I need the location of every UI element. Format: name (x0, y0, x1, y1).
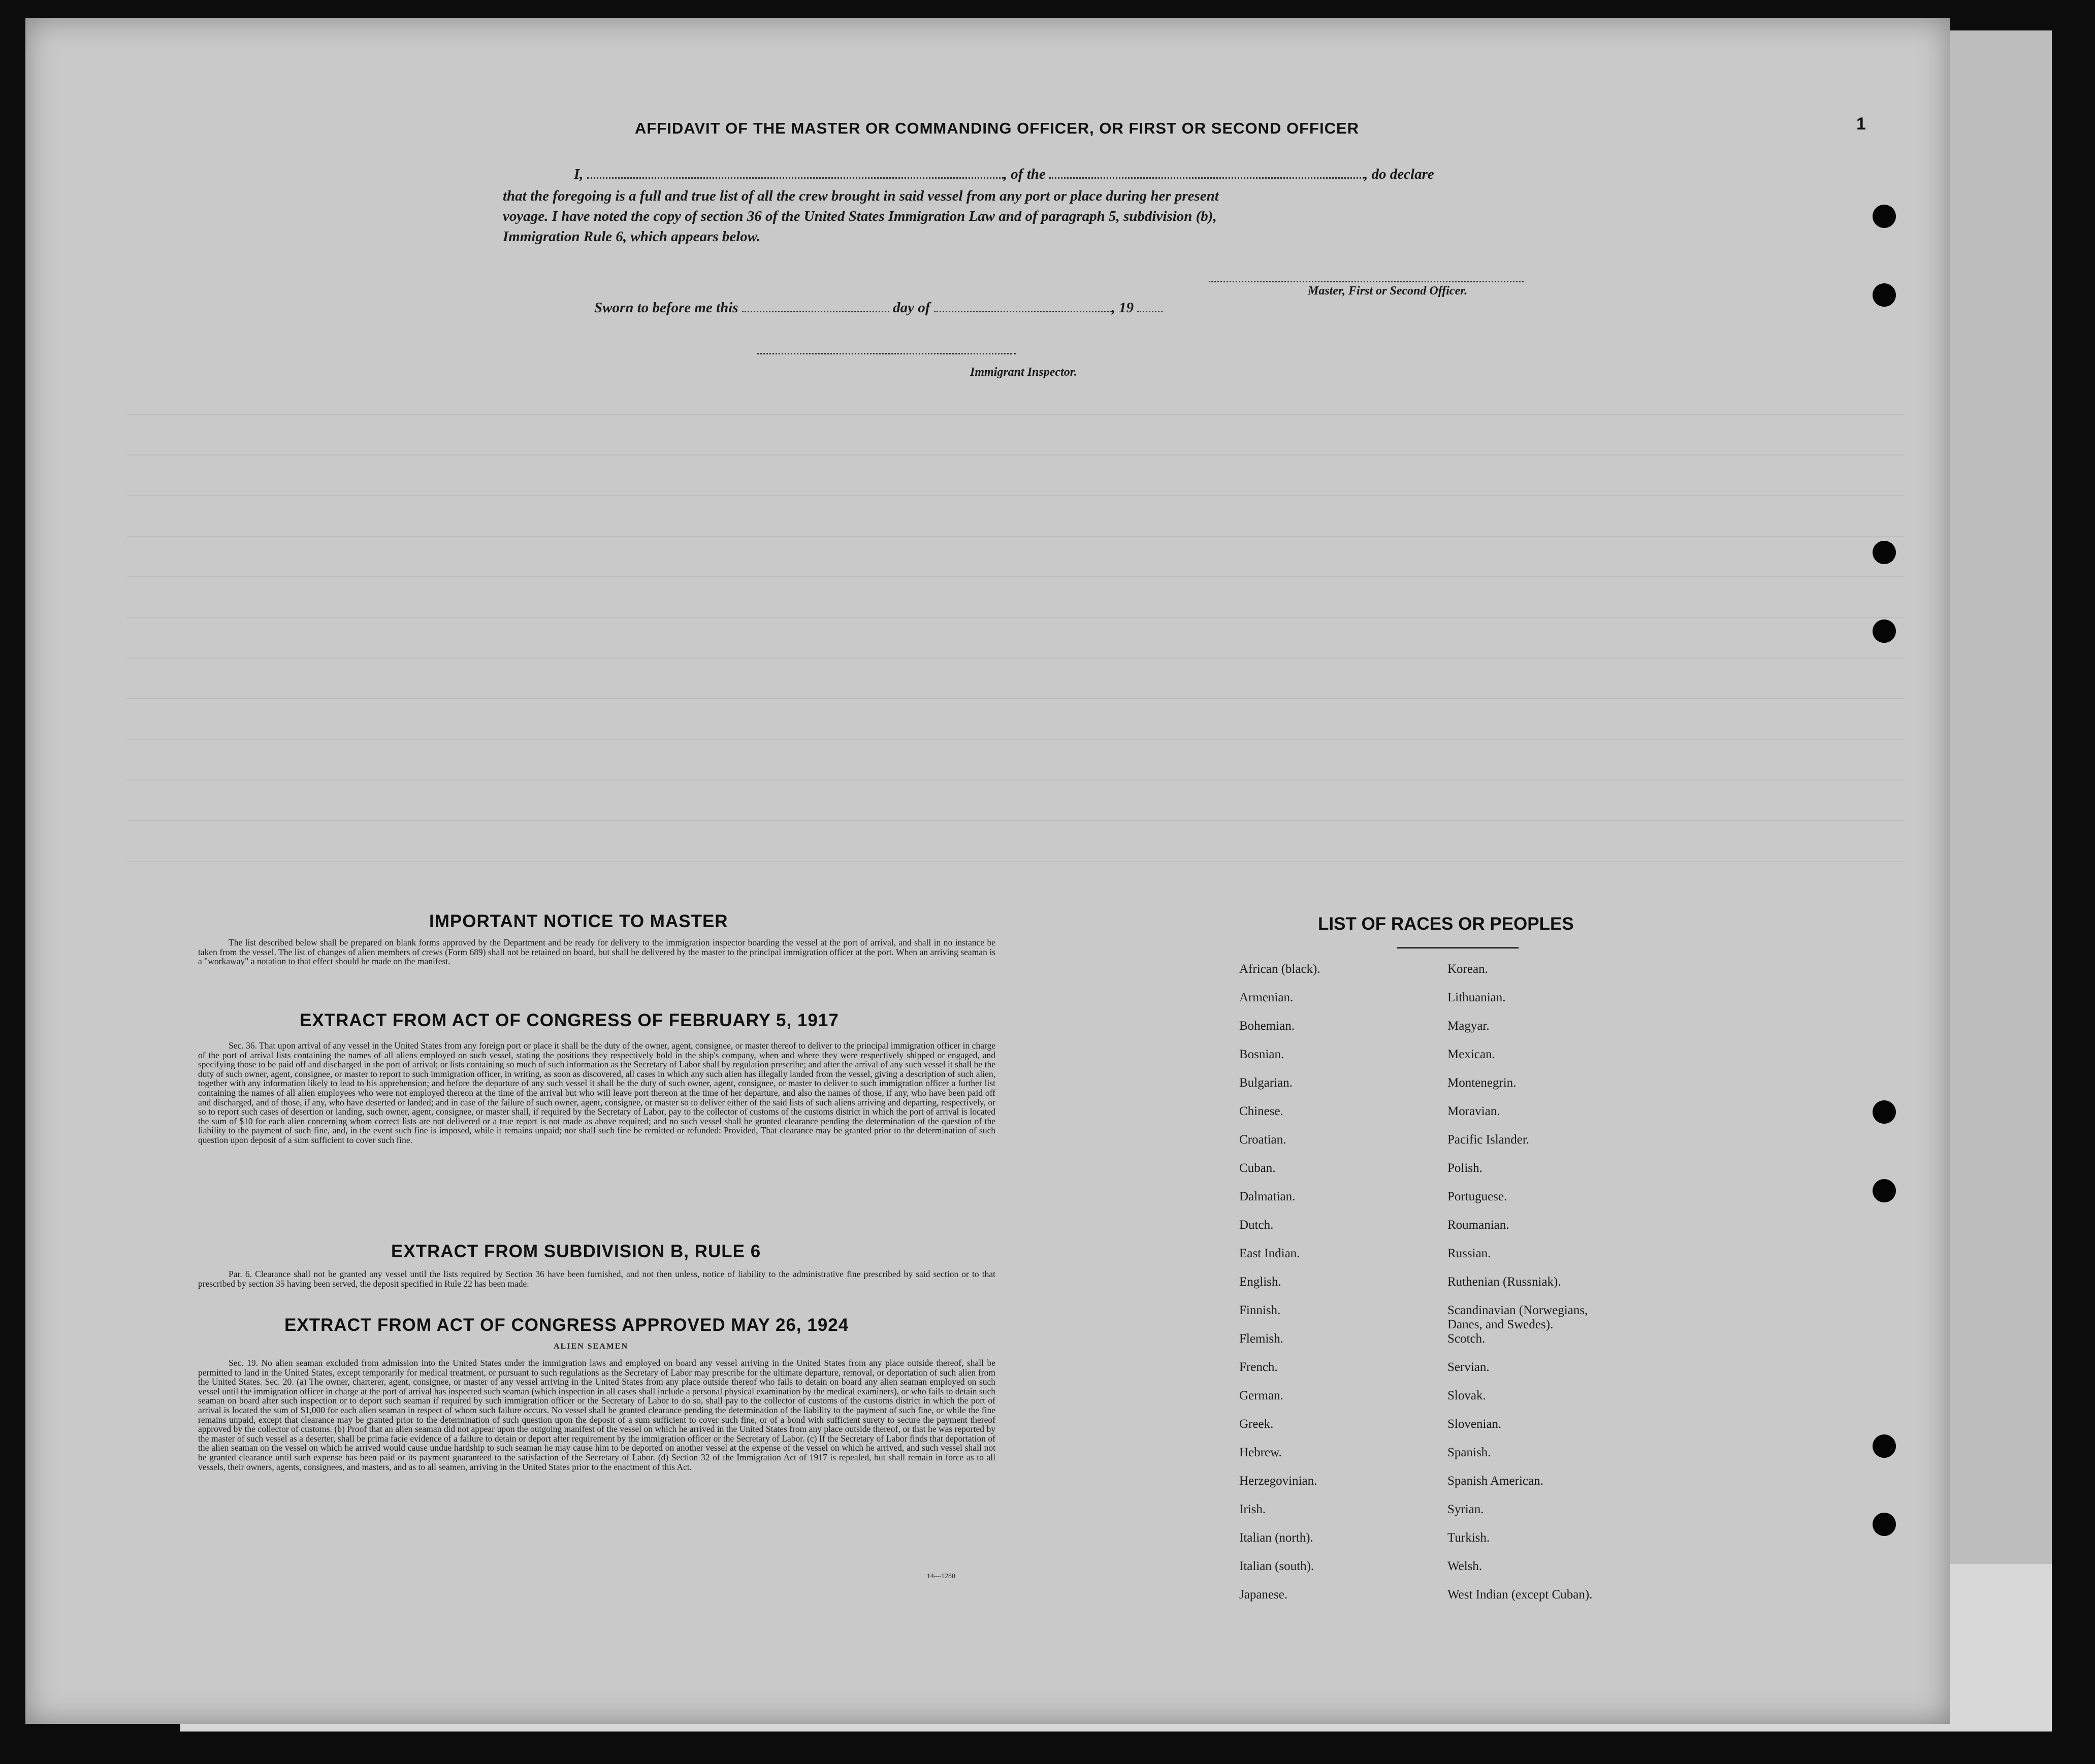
inspector-signature-label: Immigrant Inspector. (970, 366, 1077, 379)
notice-title: IMPORTANT NOTICE TO MASTER (429, 911, 728, 931)
binder-hole (1873, 205, 1896, 228)
race-item-left: Croatian. (1239, 1133, 1286, 1147)
race-item-right: Polish. (1447, 1161, 1482, 1175)
races-list-left (1239, 962, 1320, 1616)
binder-hole (1873, 283, 1896, 307)
race-item-left: Flemish. (1239, 1332, 1283, 1346)
race-item-left: Italian (north). (1239, 1531, 1313, 1545)
race-item-right: Spanish. (1447, 1446, 1491, 1459)
race-item-right: Spanish American. (1447, 1474, 1543, 1488)
race-item-right: Ruthenian (Russniak). (1447, 1275, 1561, 1289)
master-name-blank[interactable] (587, 177, 1004, 179)
master-signature-label: Master, First or Second Officer. (1308, 284, 1468, 298)
notice-body: The list described below shall be prepared on blank forms approved by the Department and be ready for delivery to the immigration inspector boarding the vessel at the port of arrival, and shall in no instance be taken from the vessel. The list of changes of alien members of crews (Form 689) shall not be retained on board, but shall be delivered by the master to the principal immigration officer at the port. When an arriving seaman is a "workaway" a notation to that effect should be made on the manifest. (198, 937, 995, 967)
race-item-right: Korean. (1447, 962, 1488, 976)
binder-hole (1873, 541, 1896, 564)
sworn-day-blank[interactable] (742, 311, 889, 312)
bleed-through-line (127, 414, 1905, 415)
race-item-left: Dutch. (1239, 1218, 1274, 1232)
race-item-right: Montenegrin. (1447, 1076, 1517, 1090)
race-item-right: Slovak. (1447, 1389, 1486, 1402)
race-item-right: Moravian. (1447, 1104, 1500, 1118)
race-item-left: Cuban. (1239, 1161, 1276, 1175)
sworn-month-blank[interactable] (934, 311, 1112, 312)
race-item-left: German. (1239, 1389, 1283, 1402)
race-item-left: Dalmatian. (1239, 1190, 1296, 1203)
sworn-line (594, 300, 1163, 316)
sworn-label: Sworn to before me this (594, 300, 738, 316)
affidavit-line-3: voyage. I have noted the copy of section 36 of the United States Immigration Law and of paragraph 5, subdivision (b), (503, 208, 1217, 224)
race-item-right: Portuguese. (1447, 1190, 1507, 1203)
binder-hole (1873, 1434, 1896, 1458)
race-item-left: Irish. (1239, 1502, 1266, 1516)
races-title: LIST OF RACES OR PEOPLES (1318, 914, 1574, 934)
affidavit-do-declare: , do declare (1364, 166, 1434, 182)
race-item-right: Roumanian. (1447, 1218, 1509, 1232)
affidavit-title: AFFIDAVIT OF THE MASTER OR COMMANDING OFFICER, OR FIRST OR SECOND OFFICER (635, 119, 1360, 137)
race-item-left: Japanese. (1239, 1588, 1288, 1602)
race-item-left: Greek. (1239, 1417, 1274, 1431)
extract-1924-title: EXTRACT FROM ACT OF CONGRESS APPROVED MAY 26, 1924 (284, 1315, 849, 1335)
race-item-left: Hebrew. (1239, 1446, 1282, 1459)
bleed-through-line (127, 658, 1905, 659)
race-item-left: Chinese. (1239, 1104, 1283, 1118)
affidavit-line-2: that the foregoing is a full and true list of all the crew brought in said vessel from any port or place during her present (503, 188, 1219, 204)
bleed-through-line (127, 820, 1905, 821)
day-of-label: day of (893, 300, 930, 316)
inspector-signature-line[interactable] (757, 353, 1016, 354)
extract-1924-body: Sec. 19. No alien seaman excluded from admission into the United States under the immigration laws and employed on board any vessel arriving in the United States from any place outside thereof, shall be permitted to land in the United States, except temporarily for medical treatment, or pursuant to such regulations as the Secretary of Labor may prescribe for the ultimate departure, removal, or deportation of such alien from the United States. Sec. 20. (a) The owner, charterer, agent, consignee, or master of any vessel arriving in the United States from any place outside thereof who fails to detain on board any alien seaman employed on such vessel until the immigration officer in charge at the port of arrival has inspected such seaman (which inspection in all cases shall include a personal physical examination by the medical examiners), or who fails to detain such seaman on board after such inspection or to deport such seaman if required by such immigration officer or the Secretary of Labor to do so, shall pay to the collector of customs of the customs district in which the port of arrival is located the sum of $1,000 for each alien seaman in respect of whom such failure occurs. No vessel shall be granted clearance pending the determination of the liability to the payment of such fine, or while the fine remains unpaid, except that clearance may be granted prior to the determination of such question upon the deposit of a sum sufficient to cover such fine, or of a bond with sufficient surety to secure the payment thereof approved by the collector of customs. (b) Proof that an alien seaman did not appear upon the outgoing manifest of the vessel on which he arrived in the United States from any place outside thereof, or that he was reported by the master of such vessel as a deserter, shall be prima facie evidence of a failure to detain or deport after requirement by the immigration officer or the Secretary of Labor. (c) If the Secretary of Labor finds that deportation of the alien seaman on the vessel on which he arrived would cause undue hardship to such seaman he may cause him to be deported on another vessel at the expense of the vessel on which he arrived, and such vessel shall not be granted clearance until such expense has been paid or its payment guaranteed to the satisfaction of the Secretary of Labor. (d) Section 32 of the Immigration Act of 1917 is repealed, but shall remain in force as to all vessels, their owners, agents, consignees, and masters, and as to all seamen, arriving in the United States prior to the enactment of this Act. (198, 1358, 995, 1472)
race-item-left: Finnish. (1239, 1303, 1281, 1317)
master-signature-line[interactable] (1209, 281, 1524, 282)
races-list-right (1447, 962, 1615, 1616)
affidavit-of-the: , of the (1003, 166, 1046, 182)
binder-hole (1873, 1100, 1896, 1124)
race-item-left: African (black). (1239, 962, 1320, 976)
affidavit-i: I, (574, 166, 584, 182)
race-item-left: English. (1239, 1275, 1281, 1289)
extract-1917-body: Sec. 36. That upon arrival of any vessel in the United States from any foreign port or place it shall be the duty of the owner, agent, consignee, or master thereof to deliver to the principal immigration officer in charge of the port of arrival lists containing the names of all aliens employed on such vessel, stating the positions they respectively hold in the ship's company, when and where they were respectively shipped or engaged, and specifying those to be paid off and discharged in the port of arrival; or lists containing so much of such information as the Secretary of Labor shall by regulation prescribe; and after the arrival of any such vessel it shall be the duty of such owner, agent, consignee, or master to report to such immigration officer, in writing, as soon as discovered, all cases in which any such alien has illegally landed from the vessel, giving a description of such alien, together with any information likely to lead to his apprehension; and before the departure of any such vessel it shall be the duty of such owner, agent, consignee, or master to deliver to such immigration officer a further list containing the names of all alien employees who were not employed thereon at the time of the arrival but who will leave port thereon at the time of her departure, and also the names of those, if any, who have been paid off and discharged, and of those, if any, who have deserted or landed; and in case of the failure of such owner, agent, consignee, or master so to deliver either of the said lists of such aliens arriving and departing, respectively, or so to report such cases of desertion or landing, such owner, agent, consignee, or master shall, if required by the Secretary of Labor, pay to the collector of customs of the customs district in which the port of arrival is located the sum of $10 for each alien concerning whom correct lists are not delivered or a true report is not made as above required; and no such vessel shall be granted clearance pending the determination of the question of the liability to the payment of such fine, and, in the event such fine is imposed, while it remains unpaid; nor shall such fine be remitted or refunded: Provided, That clearance may be granted prior to the determination of such question upon deposit of a sum sufficient to cover such fine. (198, 1040, 995, 1145)
race-item-left: Armenian. (1239, 991, 1294, 1004)
manifest-page-back (25, 18, 1950, 1724)
race-item-left: Italian (south). (1239, 1559, 1314, 1573)
race-item-right: Pacific Islander. (1447, 1133, 1530, 1147)
bleed-through-line (127, 861, 1905, 862)
extract-rule6-title: EXTRACT FROM SUBDIVISION B, RULE 6 (391, 1242, 761, 1261)
race-item-right: Magyar. (1447, 1019, 1490, 1033)
race-item-right: Scotch. (1447, 1332, 1486, 1346)
extract-1917-title: EXTRACT FROM ACT OF CONGRESS OF FEBRUARY 5, 1917 (300, 1010, 839, 1030)
page-number: 1 (1856, 114, 1866, 134)
race-item-right: Lithuanian. (1447, 991, 1506, 1004)
bleed-through-line (127, 617, 1905, 618)
race-item-left: Bosnian. (1239, 1048, 1284, 1061)
race-item-left: East Indian. (1239, 1247, 1300, 1260)
race-item-right: Russian. (1447, 1247, 1491, 1260)
race-item-left: Bulgarian. (1239, 1076, 1293, 1090)
bleed-through-line (127, 576, 1905, 577)
year-prefix: , 19 (1111, 300, 1134, 316)
race-item-left: French. (1239, 1360, 1278, 1374)
binder-hole (1873, 1179, 1896, 1202)
race-item-right: Turkish. (1447, 1531, 1490, 1545)
bleed-through-line (127, 495, 1905, 496)
bleed-through-line (127, 698, 1905, 699)
binder-hole (1873, 1513, 1896, 1536)
form-number: 14—1280 (927, 1573, 955, 1580)
race-item-right: West Indian (except Cuban). (1447, 1588, 1593, 1602)
extract-rule6-body: Par. 6. Clearance shall not be granted any vessel until the lists required by Section 36 have been furnished, and not then unless, notice of liability to the administrative fine prescribed by said section or to that prescribed by section 35 having been served, the deposit specified in Rule 22 has been made. (198, 1269, 995, 1289)
races-title-rule (1397, 947, 1519, 949)
sworn-year-blank[interactable] (1137, 311, 1163, 312)
race-item-right: Slovenian. (1447, 1417, 1502, 1431)
race-item-left: Bohemian. (1239, 1019, 1295, 1033)
race-item-right: Servian. (1447, 1360, 1490, 1374)
bleed-through-line (127, 454, 1905, 455)
binder-hole (1873, 619, 1896, 643)
race-item-left: Herzegovinian. (1239, 1474, 1317, 1488)
affidavit-line-4: Immigration Rule 6, which appears below. (503, 228, 761, 245)
vessel-name-blank[interactable] (1049, 177, 1364, 179)
race-item-right: Scandinavian (Norwegians, Danes, and Swedes). (1447, 1303, 1588, 1331)
race-item-right: Mexican. (1447, 1048, 1495, 1061)
bleed-through-line (127, 779, 1905, 780)
affidavit-line-1 (574, 166, 1434, 183)
race-item-right: Welsh. (1447, 1559, 1482, 1573)
bleed-through-line (127, 536, 1905, 537)
race-item-right: Syrian. (1447, 1502, 1484, 1516)
bleed-through-line (127, 739, 1905, 740)
alien-seamen-subtitle: ALIEN SEAMEN (554, 1342, 629, 1351)
